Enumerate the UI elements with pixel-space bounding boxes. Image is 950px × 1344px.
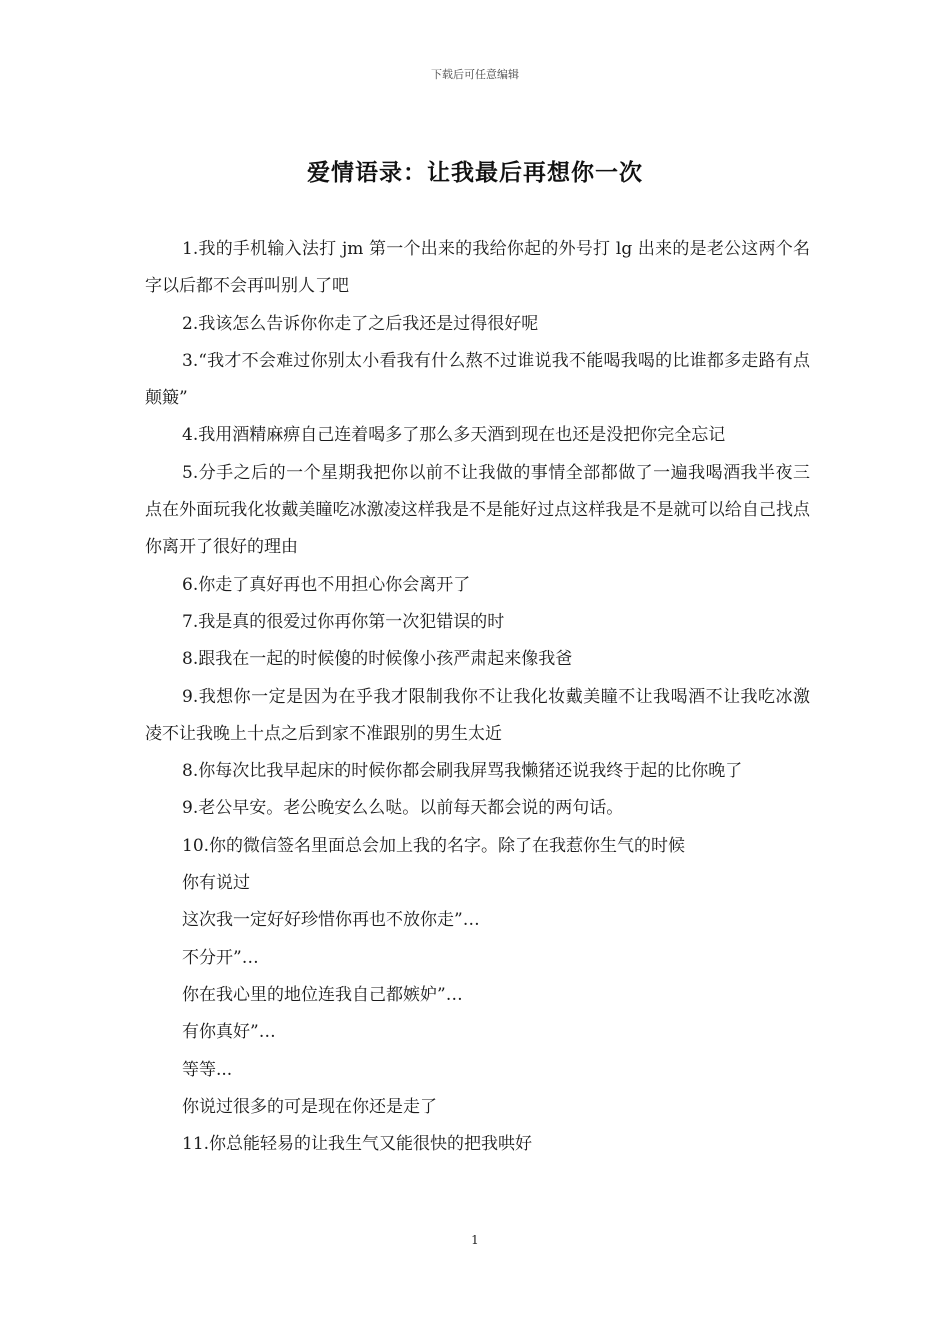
paragraph: 9.老公早安。老公晚安么么哒。以前每天都会说的两句话。 <box>182 798 624 819</box>
document-body <box>145 231 810 1163</box>
paragraph: 8.跟我在一起的时候傻的时候像小孩严肃起来像我爸 <box>182 649 573 670</box>
paragraph: 8.你每次比我早起床的时候你都会刷我屏骂我懒猪还说我终于起的比你晚了 <box>182 761 743 782</box>
paragraph: 你说过很多的可是现在你还是走了 <box>182 1096 437 1117</box>
paragraph: 你有说过 <box>182 873 250 894</box>
paragraph: 5.分手之后的一个星期我把你以前不让我做的事情全部都做了一遍我喝酒我半夜三点在外面玩我化妆戴美瞳吃冰激凌这样我是不是能好过点这样我是不是就可以给自己找点你离开了很好的理由 <box>145 462 810 558</box>
page-number: 1 <box>471 1233 479 1247</box>
paragraph: 这次我一定好好珍惜你再也不放你走”… <box>182 910 480 931</box>
document-title: 爱情语录：让我最后再想你一次 <box>307 160 643 186</box>
paragraph: 9.我想你一定是因为在乎我才限制我你不让我化妆戴美瞳不让我喝酒不让我吃冰激凌不让我晚上十点之后到家不准跟别的男生太近 <box>145 686 810 744</box>
paragraph: 你在我心里的地位连我自己都嫉妒”… <box>182 984 463 1005</box>
paragraph: 7.我是真的很爱过你再你第一次犯错误的时 <box>182 611 505 632</box>
page-header: 下载后可任意编辑 <box>431 68 519 81</box>
paragraph: 11.你总能轻易的让我生气又能很快的把我哄好 <box>182 1134 533 1155</box>
paragraph: 不分开”… <box>182 947 259 968</box>
paragraph: 等等... <box>182 1059 233 1080</box>
paragraph: 2.我该怎么告诉你你走了之后我还是过得很好呢 <box>182 313 539 334</box>
paragraph: 1.我的手机输入法打 jm 第一个出来的我给你起的外号打 lg 出来的是老公这两个名字以后都不会再叫别人了吧 <box>145 239 810 297</box>
paragraph: 10.你的微信签名里面总会加上我的名字。除了在我惹你生气的时候 <box>182 835 686 856</box>
paragraph: 6.你走了真好再也不用担心你会离开了 <box>182 574 471 595</box>
paragraph: 3.“我才不会难过你别太小看我有什么熬不过谁说我不能喝我喝的比谁都多走路有点颠簸” <box>145 350 810 409</box>
paragraph: 有你真好”… <box>182 1022 276 1043</box>
paragraph: 4.我用酒精麻痹自己连着喝多了那么多天酒到现在也还是没把你完全忘记 <box>182 425 726 446</box>
